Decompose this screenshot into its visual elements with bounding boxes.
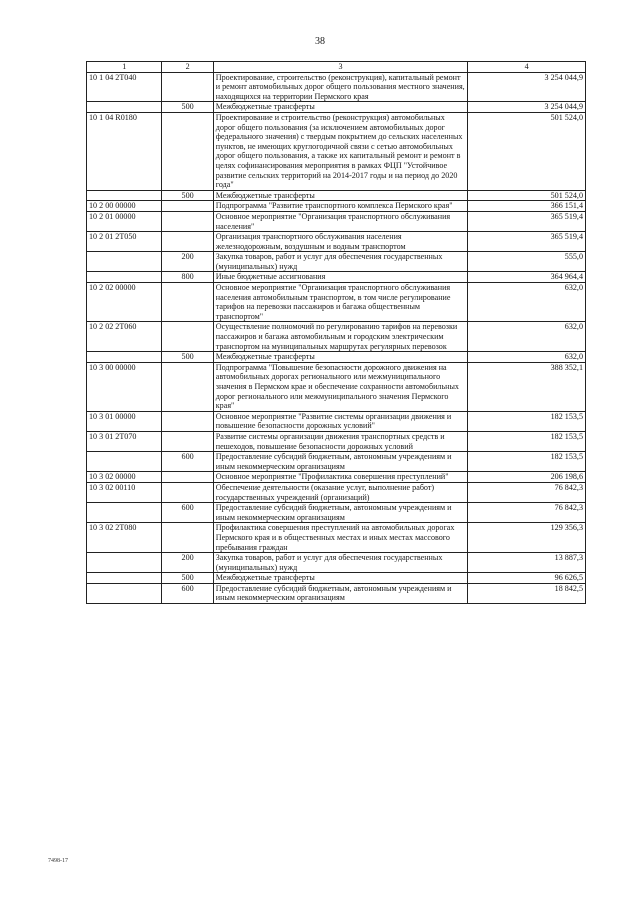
code-cell: 10 2 02 00000 bbox=[87, 283, 162, 322]
footer-code: 7498-17 bbox=[48, 858, 68, 864]
expense-type-cell: 200 bbox=[162, 553, 213, 573]
name-cell: Закупка товаров, работ и услуг для обеспечения государственных (муниципальных) нужд bbox=[213, 252, 468, 272]
name-cell: Основное мероприятие "Профилактика совершения преступлений" bbox=[213, 472, 468, 483]
code-cell: 10 3 01 2Т070 bbox=[87, 431, 162, 451]
table-row bbox=[87, 272, 586, 283]
name-cell: Иные бюджетные ассигнования bbox=[213, 272, 468, 283]
code-cell: 10 2 01 2Т050 bbox=[87, 232, 162, 252]
name-cell: Предоставление субсидий бюджетным, автономным учреждениям и иным некоммерческим организациям bbox=[213, 583, 468, 603]
expense-type-cell: 500 bbox=[162, 352, 213, 363]
expense-type-cell bbox=[162, 283, 213, 322]
name-cell: Проектирование, строительство (реконструкция), капитальный ремонт и ремонт автомобильных дорог общего пользования местного значения, находящихся на территории Пермского края bbox=[213, 72, 468, 102]
expense-type-cell bbox=[162, 72, 213, 102]
expense-type-cell bbox=[162, 232, 213, 252]
table-row bbox=[87, 573, 586, 584]
table-row bbox=[87, 431, 586, 451]
code-cell bbox=[87, 573, 162, 584]
code-cell: 10 3 02 2Т080 bbox=[87, 523, 162, 553]
table-row bbox=[87, 201, 586, 212]
table-row bbox=[87, 252, 586, 272]
name-cell: Основное мероприятие "Организация транспортного обслуживания населения" bbox=[213, 211, 468, 231]
table-row bbox=[87, 72, 586, 102]
amount-cell: 632,0 bbox=[468, 352, 586, 363]
name-cell: Организация транспортного обслуживания населения железнодорожным, воздушным и водным транспортом bbox=[213, 232, 468, 252]
table-row bbox=[87, 362, 586, 411]
amount-cell: 3 254 044,9 bbox=[468, 72, 586, 102]
expense-type-cell: 600 bbox=[162, 503, 213, 523]
name-cell: Межбюджетные трансферты bbox=[213, 190, 468, 201]
table-row bbox=[87, 283, 586, 322]
expense-type-cell: 600 bbox=[162, 452, 213, 472]
amount-cell: 13 887,3 bbox=[468, 553, 586, 573]
amount-cell: 388 352,1 bbox=[468, 362, 586, 411]
table-row bbox=[87, 190, 586, 201]
code-cell bbox=[87, 272, 162, 283]
amount-cell: 206 198,6 bbox=[468, 472, 586, 483]
column-header-type: 2 bbox=[162, 62, 213, 73]
table-row bbox=[87, 112, 586, 190]
expense-type-cell bbox=[162, 472, 213, 483]
page-number: 38 bbox=[315, 36, 325, 47]
column-header-code: 1 bbox=[87, 62, 162, 73]
code-cell: 10 3 00 00000 bbox=[87, 362, 162, 411]
expense-type-cell: 200 bbox=[162, 252, 213, 272]
code-cell: 10 3 01 00000 bbox=[87, 411, 162, 431]
code-cell bbox=[87, 503, 162, 523]
code-cell bbox=[87, 352, 162, 363]
table-row bbox=[87, 102, 586, 113]
code-cell bbox=[87, 553, 162, 573]
expense-type-cell bbox=[162, 482, 213, 502]
code-cell: 10 1 04 2Т040 bbox=[87, 72, 162, 102]
amount-cell: 76 842,3 bbox=[468, 503, 586, 523]
code-cell: 10 1 04 R0180 bbox=[87, 112, 162, 190]
expense-type-cell bbox=[162, 112, 213, 190]
amount-cell: 364 964,4 bbox=[468, 272, 586, 283]
amount-cell: 501 524,0 bbox=[468, 190, 586, 201]
table-row bbox=[87, 232, 586, 252]
name-cell: Подпрограмма "Развитие транспортного комплекса Пермского края" bbox=[213, 201, 468, 212]
amount-cell: 96 626,5 bbox=[468, 573, 586, 584]
code-cell: 10 2 00 00000 bbox=[87, 201, 162, 212]
code-cell: 10 2 01 00000 bbox=[87, 211, 162, 231]
name-cell: Проектирование и строительство (реконструкция) автомобильных дорог общего пользования (за исключением автомобильных дорог федерального значения) с твердым покрытием до сельских населенных пунктов, не имеющих круглогодичной связи с сетью автомобильных дорог общего пользования, а также их капитальный ремонт и ремонт в целях софинансирования мероприятия в рамках ФЦП "Устойчивое развитие сельских территорий на 2014-2017 годы и на период до 2020 года" bbox=[213, 112, 468, 190]
name-cell: Межбюджетные трансферты bbox=[213, 102, 468, 113]
amount-cell: 76 842,3 bbox=[468, 482, 586, 502]
amount-cell: 3 254 044,9 bbox=[468, 102, 586, 113]
name-cell: Подпрограмма "Повышение безопасности дорожного движения на автомобильных дорогах регионального или межмуниципального значения в Пермском крае и обеспечение сохранности автомобильных дорог регионального или межмуниципального значения Пермского края" bbox=[213, 362, 468, 411]
name-cell: Осуществление полномочий по регулированию тарифов на перевозки пассажиров и багажа автомобильным и городским электрическим транспортом на муниципальных маршрутах регулярных перевозок bbox=[213, 322, 468, 352]
code-cell bbox=[87, 452, 162, 472]
amount-cell: 18 842,5 bbox=[468, 583, 586, 603]
name-cell: Межбюджетные трансферты bbox=[213, 352, 468, 363]
expense-type-cell bbox=[162, 431, 213, 451]
name-cell: Предоставление субсидий бюджетным, автономным учреждениям и иным некоммерческим организациям bbox=[213, 503, 468, 523]
expense-type-cell: 500 bbox=[162, 573, 213, 584]
amount-cell: 501 524,0 bbox=[468, 112, 586, 190]
expense-type-cell: 600 bbox=[162, 583, 213, 603]
expense-type-cell bbox=[162, 201, 213, 212]
table-row bbox=[87, 452, 586, 472]
column-header-name: 3 bbox=[213, 62, 468, 73]
expense-type-cell bbox=[162, 411, 213, 431]
code-cell bbox=[87, 583, 162, 603]
table-row bbox=[87, 411, 586, 431]
name-cell: Основное мероприятие "Организация транспортного обслуживания населения автомобильным транспортом, в том числе регулирование тарифов на перевозки пассажиров и багажа общественным транспортом" bbox=[213, 283, 468, 322]
code-cell: 10 2 02 2Т060 bbox=[87, 322, 162, 352]
expense-type-cell: 500 bbox=[162, 190, 213, 201]
name-cell: Межбюджетные трансферты bbox=[213, 573, 468, 584]
name-cell: Основное мероприятие "Развитие системы организации движения и повышение безопасности дорожных условий" bbox=[213, 411, 468, 431]
name-cell: Развитие системы организации движения транспортных средств и пешеходов, повышение безопасности дорожных условий bbox=[213, 431, 468, 451]
name-cell: Закупка товаров, работ и услуг для обеспечения государственных (муниципальных) нужд bbox=[213, 553, 468, 573]
table-row bbox=[87, 322, 586, 352]
code-cell bbox=[87, 252, 162, 272]
table-row bbox=[87, 503, 586, 523]
expense-type-cell bbox=[162, 362, 213, 411]
table-row bbox=[87, 352, 586, 363]
table-row bbox=[87, 523, 586, 553]
expense-type-cell bbox=[162, 523, 213, 553]
amount-cell: 182 153,5 bbox=[468, 411, 586, 431]
expense-type-cell bbox=[162, 322, 213, 352]
name-cell: Обеспечение деятельности (оказание услуг, выполнение работ) государственных учреждений (организаций) bbox=[213, 482, 468, 502]
table-header-row bbox=[87, 62, 586, 73]
amount-cell: 555,0 bbox=[468, 252, 586, 272]
amount-cell: 365 519,4 bbox=[468, 211, 586, 231]
expense-type-cell bbox=[162, 211, 213, 231]
table-row bbox=[87, 583, 586, 603]
code-cell: 10 3 02 00110 bbox=[87, 482, 162, 502]
amount-cell: 632,0 bbox=[468, 283, 586, 322]
amount-cell: 129 356,3 bbox=[468, 523, 586, 553]
expense-type-cell: 800 bbox=[162, 272, 213, 283]
amount-cell: 182 153,5 bbox=[468, 452, 586, 472]
code-cell: 10 3 02 00000 bbox=[87, 472, 162, 483]
expense-type-cell: 500 bbox=[162, 102, 213, 113]
table-body bbox=[87, 72, 586, 603]
column-header-amount: 4 bbox=[468, 62, 586, 73]
name-cell: Профилактика совершения преступлений на автомобильных дорогах Пермского края и в общественных местах и иных местах массового пребывания граждан bbox=[213, 523, 468, 553]
name-cell: Предоставление субсидий бюджетным, автономным учреждениям и иным некоммерческим организациям bbox=[213, 452, 468, 472]
code-cell bbox=[87, 102, 162, 113]
budget-table bbox=[86, 61, 586, 604]
table-row bbox=[87, 482, 586, 502]
table-row bbox=[87, 472, 586, 483]
amount-cell: 632,0 bbox=[468, 322, 586, 352]
amount-cell: 365 519,4 bbox=[468, 232, 586, 252]
table-row bbox=[87, 211, 586, 231]
amount-cell: 366 151,4 bbox=[468, 201, 586, 212]
table-row bbox=[87, 553, 586, 573]
amount-cell: 182 153,5 bbox=[468, 431, 586, 451]
code-cell bbox=[87, 190, 162, 201]
